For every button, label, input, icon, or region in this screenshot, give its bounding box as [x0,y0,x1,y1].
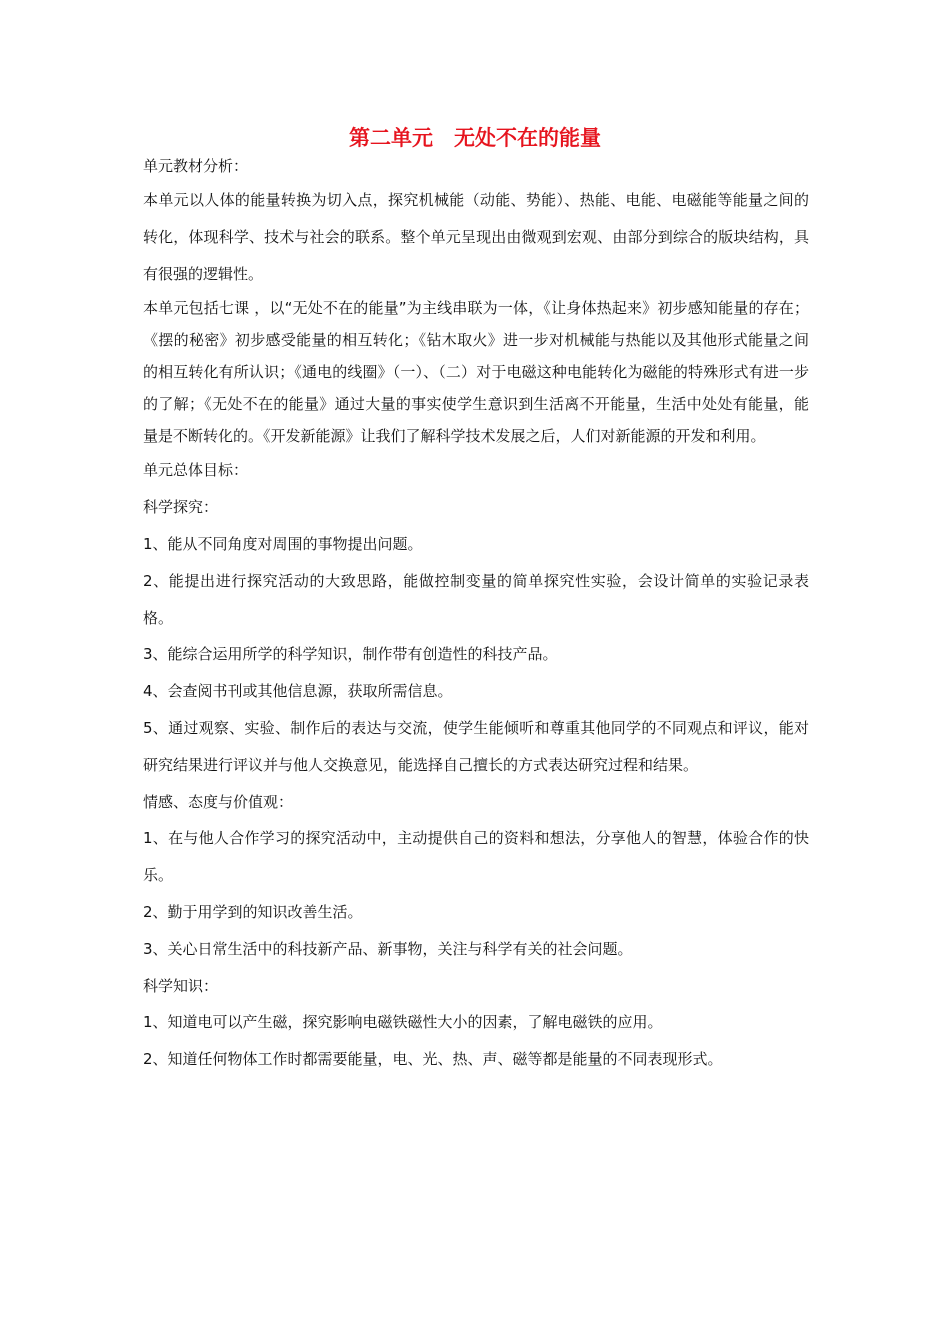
list-item-attitude-3: 3、关心日常生活中的科技新产品、新事物，关注与科学有关的社会问题。 [143,939,633,958]
list-item-attitude-1: 1、在与他人合作学习的探究活动中，主动提供自己的资料和想法，分享他人的智慧，体验合作的快乐。 [143,829,809,885]
section-heading-textbook-analysis: 单元教材分析： [143,157,249,175]
list-item-inquiry-4: 4、会查阅书刊或其他信息源，获取所需信息。 [143,682,453,701]
list-item-inquiry-5: 5、通过观察、实验、制作后的表达与交流，使学生能倾听和尊重其他同学的不同观点和评议，能对研究结果进行评议并与他人交换意见，能选择自己擅长的方式表达研究过程和结果。 [143,718,809,774]
list-item-attitude-2: 2、勤于用学到的知识改善生活。 [143,902,363,921]
list-item-knowledge-1: 1、知道电可以产生磁，探究影响电磁铁磁性大小的因素，了解电磁铁的应用。 [143,1013,663,1032]
paragraph-unit-lessons: 本单元包括七课 ，以“无处不在的能量”为主线串联为一体，《让身体热起来》初步感知能量的存在；《摆的秘密》初步感受能量的相互转化；《钻木取火》进一步对机械能与热能以及其他形式能量之间的相互转化有所认识；《通电的线圈》（一）、（二）对于电磁这种电能转化为磁能的特殊形式有进一步的了解；《无处不在的能量》通过大量的事实使学生意识到生活离不开能量，生活中处处有能量，能量是不断转化的。《开发新能源》让我们了解科学技术发展之后，人们对新能源的开发和利用。 [143,299,809,446]
subheading-attitudes-values: 情感、态度与价值观： [143,792,294,811]
section-heading-overall-goals: 单元总体目标： [143,461,249,480]
paragraph-unit-overview: 本单元以人体的能量转换为切入点，探究机械能（动能、势能）、热能、电能、电磁能等能量之间的转化，体现科学、技术与社会的联系。整个单元呈现出由微观到宏观、由部分到综合的版块结构，具有很强的逻辑性。 [143,191,809,283]
subheading-scientific-inquiry: 科学探究： [143,498,219,517]
list-item-inquiry-1: 1、能从不同角度对周围的事物提出问题。 [143,534,423,553]
list-item-inquiry-3: 3、能综合运用所学的科学知识，制作带有创造性的科技产品。 [143,645,558,664]
document-title: 第二单元 无处不在的能量 [349,126,601,150]
list-item-inquiry-2: 2、能提出进行探究活动的大致思路，能做控制变量的简单探究性实验，会设计简单的实验记录表格。 [143,571,809,627]
subheading-scientific-knowledge: 科学知识： [143,976,219,995]
document-body [143,150,809,1078]
list-item-knowledge-2: 2、知道任何物体工作时都需要能量，电、光、热、声、磁等都是能量的不同表现形式。 [143,1050,723,1069]
